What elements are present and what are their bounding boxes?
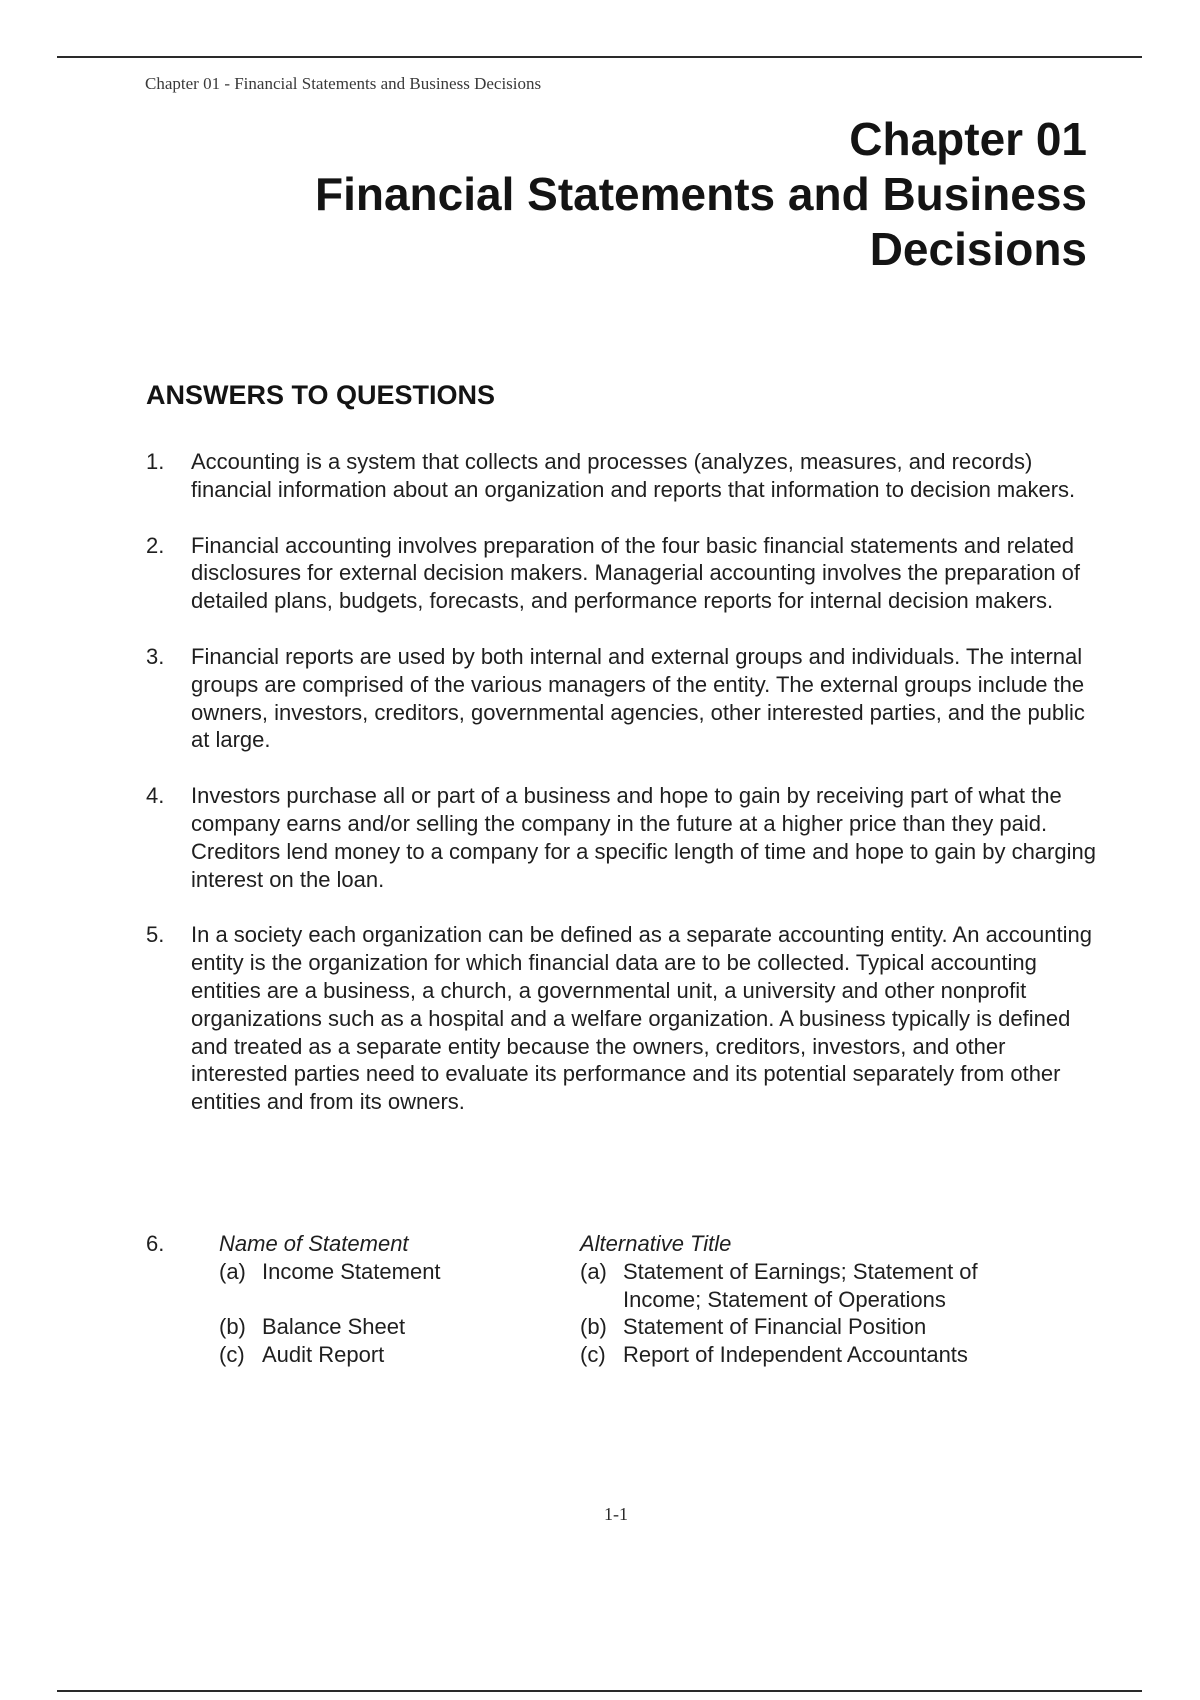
chapter-title-line-1: Chapter 01 [849, 113, 1087, 165]
statement-name: Audit Report [262, 1342, 385, 1368]
statement-name-row [219, 1313, 549, 1341]
alternative-title-row [580, 1258, 1050, 1314]
alternative-title-row [580, 1313, 1050, 1341]
alternative-title-row [580, 1341, 1050, 1369]
answer-text: Investors purchase all or part of a business and hope to gain by receiving part of what the company earns and/or selling the company in the future at a higher price than they paid. Creditors lend money to a company for a specific length of time and hope to gain by charging interest on the loan. [191, 783, 1096, 892]
row-letter: (a) [219, 1258, 246, 1284]
chapter-title-line-3: Decisions [869, 223, 1087, 275]
running-head: Chapter 01 - Financial Statements and Business Decisions [145, 74, 542, 93]
statement-name-column [219, 1230, 549, 1369]
chapter-title [187, 112, 1087, 277]
chapter-title-line-2: Financial Statements and Business [314, 168, 1087, 220]
answer-number: 2. [146, 532, 165, 558]
answers-list [146, 448, 1096, 1144]
row-letter: (a) [580, 1258, 607, 1284]
statement-name: Income Statement [262, 1258, 441, 1284]
alternative-title: Report of Independent Accountants [623, 1342, 968, 1368]
statement-name-row [219, 1341, 549, 1369]
alternative-title: Statement of Earnings; Statement of Income; Statement of Operations [623, 1258, 978, 1312]
row-letter: (b) [580, 1314, 607, 1340]
answer-item [146, 921, 1096, 1116]
answer-text: Accounting is a system that collects and processes (analyzes, measures, and records) financial information about an organization and reports that information to decision makers. [191, 449, 1076, 502]
answer-text: Financial accounting involves preparation of the four basic financial statements and related disclosures for external decision makers. Managerial accounting involves the preparation of detailed plans, budgets, forecasts, and performance reports for internal decision makers. [191, 532, 1081, 614]
statement-name-row [219, 1258, 549, 1286]
answer-number: 1. [146, 449, 165, 474]
answer-number: 5. [146, 922, 165, 948]
section-heading: ANSWERS TO QUESTIONS [146, 380, 496, 410]
row-letter: (b) [219, 1314, 246, 1340]
alternative-title: Statement of Financial Position [623, 1314, 927, 1340]
answer-number: 3. [146, 643, 165, 669]
answer-item [146, 448, 1096, 504]
answer-number: 6. [146, 1231, 165, 1256]
page-number: 1-1 [604, 1504, 628, 1524]
row-letter: (c) [219, 1342, 245, 1368]
answer-text: In a society each organization can be defined as a separate accounting entity. An accounting entity is the organization for which financial data are to be collected. Typical accounting entities are a business, a church, a governmental unit, a university and other nonprofit organizations such as a hospital and a welfare organization. A business typically is defined and treated as a separate entity because the owners, creditors, investors, and other interested parties need to evaluate its performance and its potential separately from other entities and from its owners. [191, 922, 1092, 1115]
row-letter: (c) [580, 1342, 606, 1368]
statement-name-header: Name of Statement [219, 1231, 409, 1256]
answer-item [146, 532, 1096, 615]
answer-item [146, 782, 1096, 893]
alternative-title-header: Alternative Title [580, 1231, 732, 1256]
answer-text: Financial reports are used by both internal and external groups and individuals. The internal groups are comprised of the various managers of the entity. The external groups include the owners, investors, creditors, governmental agencies, other interested parties, and the public at large. [191, 643, 1085, 753]
alternative-title-column [580, 1230, 1050, 1369]
answer-number: 4. [146, 783, 165, 809]
bottom-rule [57, 1690, 1142, 1692]
answer-item [146, 643, 1096, 754]
statement-name: Balance Sheet [262, 1314, 406, 1340]
top-rule [57, 56, 1142, 58]
